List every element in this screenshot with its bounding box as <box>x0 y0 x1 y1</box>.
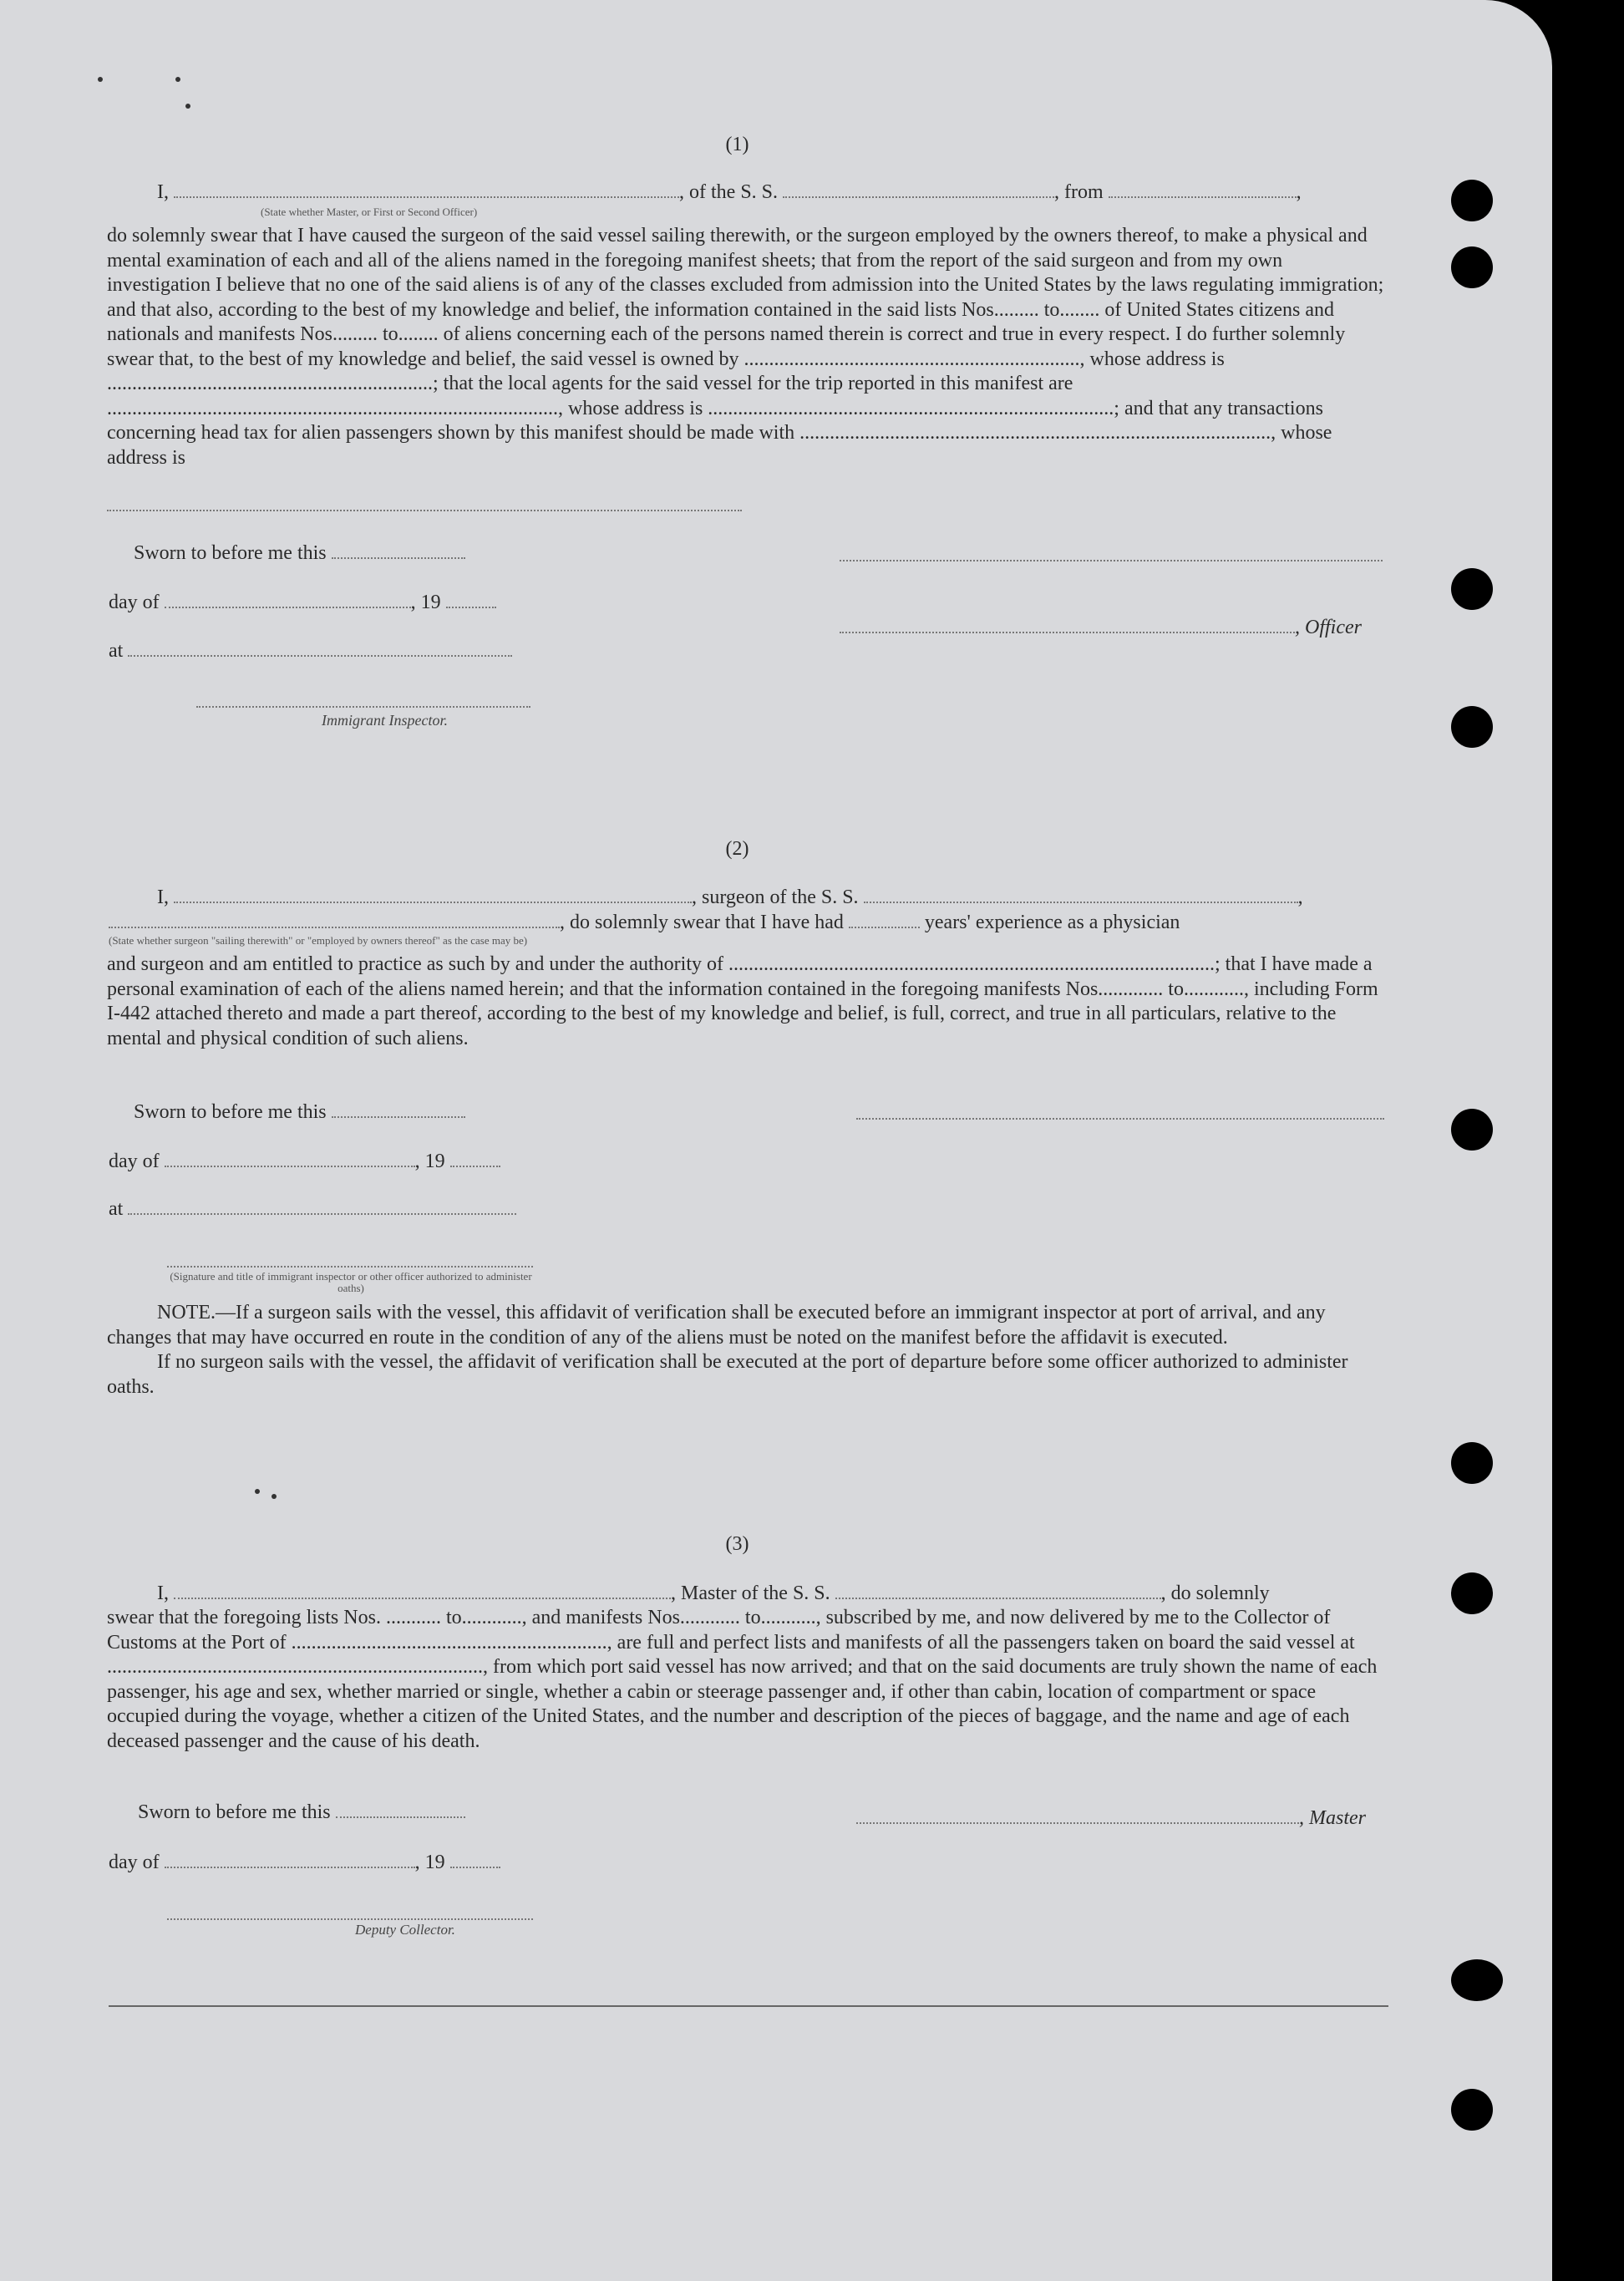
punch-hole-6 <box>1451 1442 1493 1484</box>
text-of-the-ss: , of the S. S. <box>679 181 779 203</box>
ship-name-blank[interactable] <box>783 180 1054 198</box>
text-do-solemnly: , do solemnly swear that I have had <box>560 912 844 933</box>
day-of-label: day of <box>109 1852 160 1873</box>
surgeon-signature-blank[interactable] <box>856 1118 1384 1120</box>
surgeon-name-blank[interactable] <box>174 886 692 903</box>
section-2-caption: (State whether surgeon "sailing therewith" or "employed by owners thereof" as the case may be) <box>109 934 528 947</box>
section-1-body <box>107 224 1387 470</box>
speck <box>272 1494 277 1499</box>
section-2-number: (2) <box>725 838 749 860</box>
day-blank[interactable] <box>165 1851 415 1868</box>
officer-signature-blank-2[interactable] <box>840 616 1295 633</box>
section-1-caption: (State whether Master, or First or Second Officer) <box>261 206 478 218</box>
section-3-master-line <box>157 1582 1270 1605</box>
sworn-label: Sworn to before me this <box>134 542 327 564</box>
speck <box>255 1489 260 1494</box>
text-years-experience: years' experience as a physician <box>924 912 1180 933</box>
year-blank[interactable] <box>446 591 496 608</box>
punch-hole-1 <box>1451 180 1493 221</box>
section-1-at <box>109 639 512 663</box>
immigrant-inspector-caption: Immigrant Inspector. <box>322 712 448 729</box>
day-blank[interactable] <box>165 591 411 608</box>
section-2-at <box>109 1197 516 1221</box>
punch-hole-8 <box>1451 1959 1503 2001</box>
section-1-day <box>109 591 496 614</box>
year-blank[interactable] <box>450 1150 500 1167</box>
master-signature-blank[interactable] <box>856 1806 1299 1824</box>
note-1-text: NOTE.—If a surgeon sails with the vessel, this affidavit of verification shall be executed before an immigrant inspector at port of arrival, and any changes that may have occurred en route in the condition of any of the aliens must be noted on the manifest before the affidavit is executed. <box>107 1302 1326 1349</box>
text-i: I, <box>157 181 169 203</box>
section-2-body <box>107 953 1387 1051</box>
bottom-rule <box>109 2005 1388 2007</box>
whose-address-blank[interactable] <box>107 510 742 511</box>
master-name-blank[interactable] <box>174 1582 671 1599</box>
deputy-collector-signature-blank[interactable] <box>167 1918 533 1920</box>
sworn-date-blank[interactable] <box>332 1100 465 1118</box>
section-3-number: (3) <box>725 1533 749 1555</box>
punch-hole-2 <box>1451 246 1493 288</box>
departure-port-blank[interactable] <box>1109 180 1297 198</box>
deputy-collector-caption: Deputy Collector. <box>355 1922 455 1938</box>
sworn-label: Sworn to before me this <box>138 1801 331 1823</box>
section-1-sworn <box>134 541 465 565</box>
text-comma: , <box>1296 181 1302 203</box>
section-2-body-text: and surgeon and am entitled to practice as such by and under the authority of .................................................................................................; that I have made a personal examination of each of the aliens named herein; and that the information contained in the foregoing manifests Nos............. to............, including Form I-442 attached thereto and made a part thereof, according to the best of my knowledge and belief, is full, correct, and true in all particulars, relative to the mental and physical condition of such aliens. <box>107 953 1378 1049</box>
at-label: at <box>109 1198 124 1220</box>
section-1-officer <box>840 616 1362 639</box>
section-1-body-text: do solemnly swear that I have caused the surgeon of the said vessel sailing therewith, or the surgeon employed by the owners thereof, to make a physical and mental examination of each and all of the aliens named in the foregoing manifest sheets; that from the report of the said surgeon and from my own investigation I believe that no one of the said aliens is of any of the classes excluded from admission into the United States by the laws regulating immigration; and that also, according to the best of my knowledge and belief, the information contained in the said lists Nos......... to........ of United States citizens and nationals and manifests Nos......... to........ of aliens concerning each of the persons named therein is correct and true in every respect. I do further solemnly swear that, to the best of my knowledge and belief, the said vessel is owned by ..................................................................., whose address is .................................................................; that the local agents for the said vessel for the trip reported in this manifest are .........................................................................................., whose address is .................................................................................; and that any transactions concerning head tax for alien passengers shown by this manifest should be made with .............................................................................................., whose address is <box>107 225 1384 469</box>
master-label: , Master <box>1299 1807 1366 1829</box>
section-2-experience-line <box>109 911 1180 934</box>
section-3-master-signature <box>856 1806 1366 1830</box>
year-label: , 19 <box>414 1852 445 1873</box>
text-master-of: , Master of the S. S. <box>671 1582 830 1604</box>
section-2-sworn <box>134 1100 465 1124</box>
section-3-day <box>109 1851 500 1874</box>
years-blank[interactable] <box>849 911 920 928</box>
speck <box>175 77 180 82</box>
officer-label: , Officer <box>1295 617 1362 638</box>
text-surgeon-of: , surgeon of the S. S. <box>692 886 859 908</box>
note-2-text: If no surgeon sails with the vessel, the affidavit of verification shall be executed at the port of departure before some officer authorized to administer oaths. <box>107 1351 1348 1398</box>
year-blank[interactable] <box>450 1851 500 1868</box>
section-2-notes <box>107 1301 1387 1400</box>
text-i: I, <box>157 1582 169 1604</box>
punch-hole-4 <box>1451 706 1493 748</box>
section-1-master-line <box>157 180 1302 204</box>
text-comma: , <box>1297 886 1303 908</box>
administering-officer-signature-blank[interactable] <box>167 1266 533 1268</box>
text-i: I, <box>157 886 169 908</box>
section-2-surgeon-line <box>157 886 1303 909</box>
sworn-label: Sworn to before me this <box>134 1101 327 1123</box>
punch-hole-9 <box>1451 2089 1493 2131</box>
speck <box>185 104 190 109</box>
at-place-blank[interactable] <box>128 639 512 657</box>
day-of-label: day of <box>109 1151 160 1172</box>
section-2-day <box>109 1150 500 1173</box>
text-from: , from <box>1054 181 1104 203</box>
section-2-signature-caption: (Signature and title of immigrant inspector or other officer authorized to administer oaths) <box>170 1270 532 1294</box>
at-label: at <box>109 640 124 662</box>
punch-hole-5 <box>1451 1109 1493 1151</box>
surgeon-ship-blank[interactable] <box>864 886 1298 903</box>
section-3-body-text: swear that the foregoing lists Nos. ........... to............, and manifests Nos............ to..........., subscribed by me, and now delivered by me to the Collector of Customs at the Port of ..............................................................., are full and perfect lists and manifests of all the passengers taken on board the said vessel at ..........................................................................., from which port said vessel has now arrived; and that on the said documents are truly shown the name of each passenger, his age and sex, whether married or single, whether a cabin or steerage passenger and, if other than cabin, location of compartment or space occupied during the voyage, whether a citizen of the United States, and the number and description of the pieces of baggage, and the name and age of each deceased passenger and the cause of his death. <box>107 1607 1378 1752</box>
speck <box>98 77 103 82</box>
master-name-blank[interactable] <box>174 180 679 198</box>
inspector-signature-blank[interactable] <box>196 706 530 708</box>
year-label: , 19 <box>414 1151 445 1172</box>
day-of-label: day of <box>109 592 160 613</box>
punch-hole-7 <box>1451 1572 1493 1614</box>
day-blank[interactable] <box>165 1150 415 1167</box>
year-label: , 19 <box>410 592 441 613</box>
master-ship-blank[interactable] <box>835 1582 1161 1599</box>
section-1-number: (1) <box>725 134 749 155</box>
punch-hole-3 <box>1451 568 1493 610</box>
text-do-solemnly: , do solemnly <box>1160 1582 1270 1604</box>
section-3-body <box>107 1606 1387 1754</box>
sworn-date-blank[interactable] <box>336 1801 465 1818</box>
sworn-date-blank[interactable] <box>332 541 465 559</box>
at-place-blank[interactable] <box>128 1197 516 1215</box>
officer-signature-blank-1[interactable] <box>840 560 1383 561</box>
surgeon-status-blank[interactable] <box>109 911 560 928</box>
section-3-sworn <box>138 1801 465 1824</box>
